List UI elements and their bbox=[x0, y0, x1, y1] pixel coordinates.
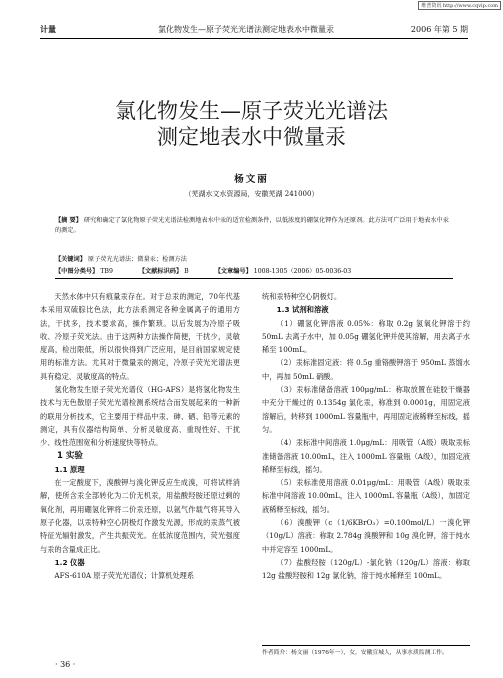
reagent-item: （1）硼氢化钾溶液 0.05%：称取 0.2g 氢氧化钾溶于约 50mL 去离子水中，加 0.05g 硼氢化钾并使其溶解，用去离子水稀至 100mL。 bbox=[262, 318, 470, 355]
page-number: · 36 · bbox=[55, 660, 76, 669]
keywords-text: 原子荧光光谱法；微量汞；检测方法 bbox=[87, 256, 187, 263]
abstract-text: 研究和确定了氯化物原子荧光光谱法检测地表水中汞的适宜检测条件，以低浓度的硼氢化钾作为还原剂。此方法可广泛用于地表水中汞的测定。 bbox=[55, 217, 449, 234]
reagent-item: （2）汞标准固定液：将 0.5g 重铬酸钾溶于 950mL 蒸馏水中，再加 50mL 硝酸。 bbox=[262, 358, 470, 381]
author: 杨文丽 bbox=[234, 174, 269, 185]
subsection-heading: 1.2 仪器 bbox=[54, 557, 85, 567]
affiliation: （芜湖水文水资源局，安徽芜湖 241000） bbox=[184, 190, 319, 198]
right-column bbox=[262, 290, 470, 583]
keywords-label: 【关键词】 bbox=[55, 256, 86, 263]
paragraph: 统和汞特种空心阴极灯。 bbox=[262, 292, 342, 301]
author-footnote: 作者简介：杨文丽（1976年一），女，安徽宣城人，从事水质监测工作。 bbox=[262, 645, 470, 658]
clc-label: 【中图分类号】 bbox=[55, 268, 99, 275]
running-header bbox=[40, 20, 468, 39]
subsection-heading: 1.3 试剂和溶液 bbox=[276, 305, 329, 315]
keywords bbox=[55, 254, 187, 263]
subsection-heading: 1.1 原理 bbox=[54, 464, 85, 474]
clc-code: TB9 bbox=[100, 268, 113, 275]
reagent-item: （3）汞标准储备溶液 100μg/mL：称取放置在硅胶干燥器中充分干燥过的 0.1354g 氯化汞，称准到 0.0001g，用固定液溶解后，转移到 1000mL 容量瓶中，再用固定液稀释至标线，摇匀。 bbox=[262, 385, 470, 434]
left-column bbox=[40, 290, 240, 583]
source-stamp: 维普资讯 http://www.cqvip.com bbox=[418, 1, 501, 10]
doc-label: 【文献标识码】 bbox=[138, 268, 183, 275]
abstract bbox=[55, 216, 453, 236]
reagent-item: （6）溴酸钾（c（1/6KBrO₃）=0.100mol/L）一溴化钾（10g/L）溶液：称取 2.784g 溴酸钾和 10g 溴化钾，溶于纯水中并定容至 1000mL。 bbox=[262, 518, 470, 554]
reagent-item: （7）盐酸羟胺（120g/L）-氯化钠（120g/L）溶液：称取 12g 盐酸羟胺和 12g 氯化钠，溶于纯水稀释至 100mL。 bbox=[262, 557, 470, 581]
article-number: 1008-1305（2006）05-0036-03 bbox=[253, 268, 352, 275]
reagent-item: （4）汞标准中间溶液 1.0μg/mL：用吸管（A级）吸取汞标准储备溶液 10.00mL，注入 1000mL 容量瓶（A级），加固定液稀释至标线，摇匀。 bbox=[262, 438, 470, 474]
article-title-line1: 氯化物发生—原子荧光光谱法 bbox=[115, 99, 388, 123]
section-heading: 1 实验 bbox=[57, 450, 83, 461]
reagent-item: （5）汞标准使用溶液 0.01μg/mL：用吸管（A级）吸取汞标准中间溶液 10.00mL，注入 1000mL 容量瓶（A级），加固定液稀释至标线，摇匀。 bbox=[262, 478, 470, 514]
num-label: 【文章编号】 bbox=[214, 268, 252, 275]
article-title-line2: 测定地表水中微量汞 bbox=[157, 125, 346, 149]
paragraph: 氢化物发生原子荧光光谱仪（HG-AFS）是将氢化物发生技术与无色散原子荧光光谱检测系统结合而发展起来的一种新的联用分析技术，它主要用于样品中汞、砷、硒、铅等元素的测定，具有仪器结构简单、分析灵敏度高、重现性好、干扰少、线性范围宽和分析速度快等特点。 bbox=[40, 385, 240, 448]
doc-code: B bbox=[184, 268, 189, 275]
paragraph: 天然水体中只有痕量汞存在。对于总汞的测定，70年代基本采用双硫腙比色法，此方法系测定各种金属离子的通用方法，干扰多，技术要求高，操作繁琐。以后发展为冷原子吸收、冷原子荧光法。由于这两种方法操作简便，干扰少，灵敏度高，检出限低，所以很快得到广泛应用，是目前国家规定使用的标准方法。尤其对于微量汞的测定，冷原子荧光光谱法更具有稳定、灵敏度高的特点。 bbox=[40, 292, 240, 381]
abstract-label: 【摘 要】 bbox=[55, 217, 82, 224]
classification-line bbox=[55, 266, 453, 279]
journal-name: 计量 bbox=[40, 25, 56, 34]
header-title: 氯化物发生—原子荧光光谱法测定地表水中微量汞 bbox=[158, 25, 334, 34]
paragraph: AFS-610A 原子荧光光谱仪；计算机处理系 bbox=[54, 571, 195, 581]
issue-info: 2006 年第 5 期 bbox=[410, 25, 468, 34]
paragraph: 在一定酸度下，溴酸钾与溴化钾反应生成溴，可将试样消解，使所含汞全部转化为二价无机汞，用盐酸羟胺还原过剩的氧化剂，再用硼氢化钾将二价汞还原，以氩气作载气将其导入原子化器，以汞特种空心阴极灯作激发光源，形成的汞蒸气被特征光辐射激发，产生共振荧光。在低浓度范围内，荧光强度与汞的含量成正比。 bbox=[40, 478, 240, 554]
